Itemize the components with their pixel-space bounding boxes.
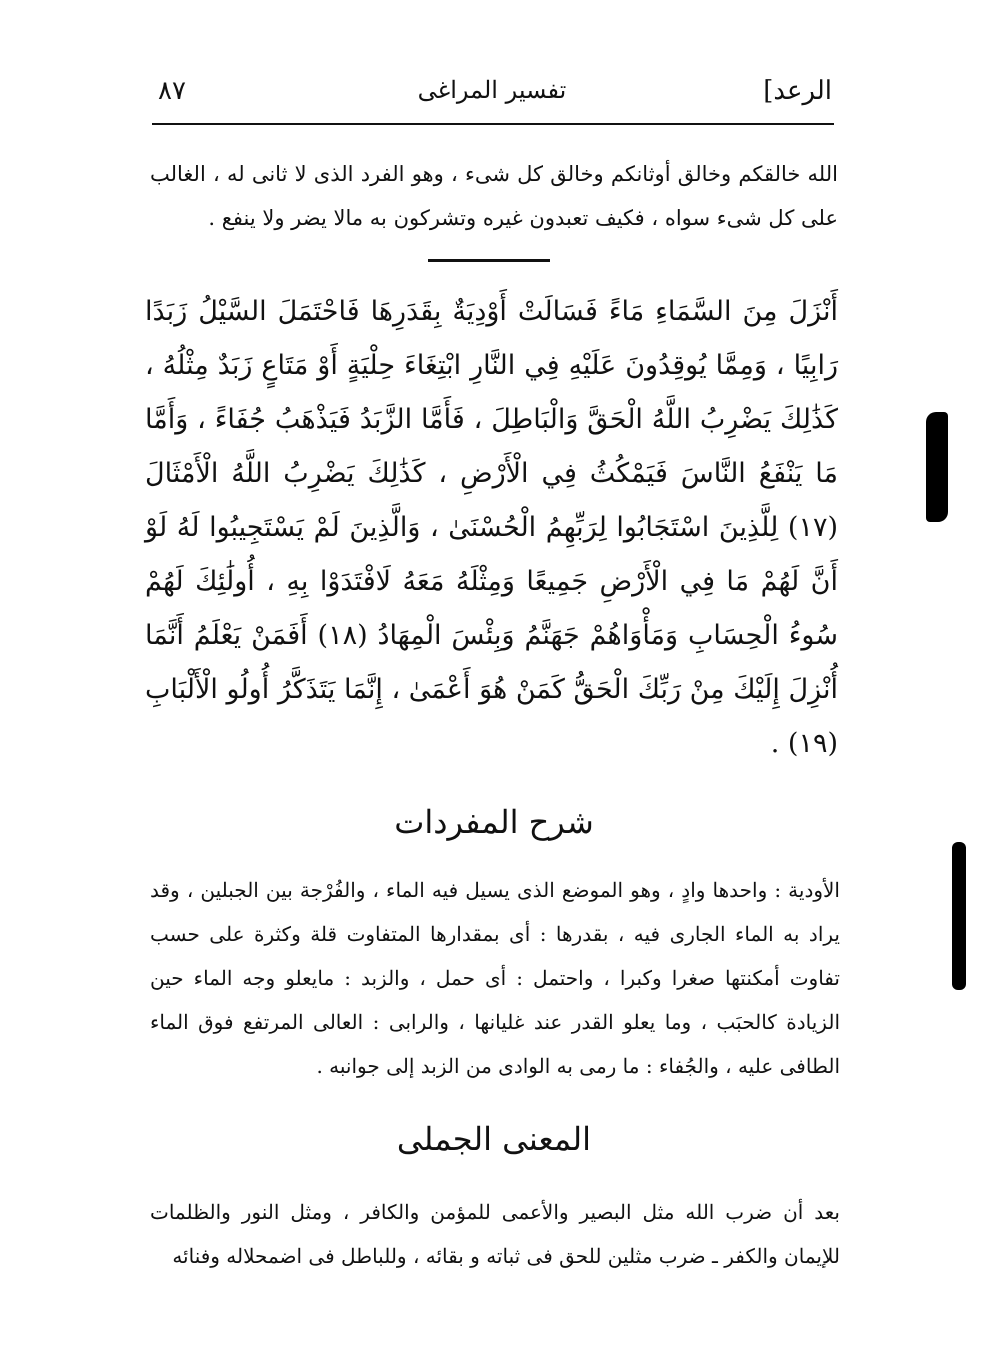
scan-edge-mark <box>952 842 966 990</box>
intro-paragraph: الله خالقكم وخالق أوثانكم وخالق كل شىء ، وهو الفرد الذى لا ثانى له ، الغالب على كل شىء سواه ، فكيف تعبدون غيره وتشركون به مالا يضر ولا ينفع . <box>150 162 838 230</box>
running-header <box>152 72 832 122</box>
section-divider <box>428 259 550 262</box>
chapter-name: الرعد] <box>763 76 832 106</box>
header-rule <box>152 123 834 125</box>
vocab-paragraph: الأودية : واحدها وادٍ ، وهو الموضع الذى يسيل فيه الماء ، والفُرْجة بين الجبلين ، وقد يراد به الماء الجارى فيه ، بقدرها : أى بمقدارها المتفاوت قلة وكثرة على حسب تفاوت أمكنتها صغرا وكبرا ، واحتمل : أى حمل ، والزبد : مايعلو وجه الماء حين الزيادة كالحبَب ، وما يعلو القدر عند غليانها ، والرابى : العالى المرتفع فوق الماء الطافى عليه ، والجُفاء : ما رمى به الوادى من الزبد إلى جوانبه . <box>150 878 840 1078</box>
meaning-paragraph: بعد أن ضرب الله مثل البصير والأعمى للمؤمن والكافر ، ومثل النور والظلمات للإيمان والكفر ـ ضرب مثلين للحق فى ثباته و بقائه ، وللباطل فى اضمحلاله وفنائه <box>150 1200 840 1268</box>
page-number: ٨٧ <box>158 76 186 106</box>
quran-verse-block: أَنْزَلَ مِنَ السَّمَاءِ مَاءً فَسَالَتْ أَوْدِيَةٌ بِقَدَرِهَا فَاحْتَمَلَ السَّيْلُ زَبَدًا رَابِيًا ، وَمِمَّا يُوقِدُونَ عَلَيْهِ فِي النَّارِ ابْتِغَاءَ حِلْيَةٍ أَوْ مَتَاعٍ زَبَدٌ مِثْلُهُ ، كَذَٰلِكَ يَضْرِبُ اللَّهُ الْحَقَّ وَالْبَاطِلَ ، فَأَمَّا الزَّبَدُ فَيَذْهَبُ جُفَاءً ، وَأَمَّا مَا يَنْفَعُ النَّاسَ فَيَمْكُثُ فِي الْأَرْضِ ، كَذَٰلِكَ يَضْرِبُ اللَّهُ الْأَمْثَالَ (١٧) لِلَّذِينَ اسْتَجَابُوا لِرَبِّهِمُ الْحُسْنَىٰ ، وَالَّذِينَ لَمْ يَسْتَجِيبُوا لَهُ لَوْ أَنَّ لَهُمْ مَا فِي الْأَرْضِ جَمِيعًا وَمِثْلَهُ مَعَهُ لَافْتَدَوْا بِهِ ، أُولَٰئِكَ لَهُمْ سُوءُ الْحِسَابِ وَمَأْوَاهُمْ جَهَنَّمُ وَبِئْسَ الْمِهَادُ (١٨) أَفَمَنْ يَعْلَمُ أَنَّمَا أُنْزِلَ إِلَيْكَ مِنْ رَبِّكَ الْحَقُّ كَمَنْ هُوَ أَعْمَىٰ ، إِنَّمَا يَتَذَكَّرُ أُولُو الْأَلْبَابِ (١٩) . <box>145 296 838 759</box>
vocab-heading: شرح المفردات <box>394 803 594 841</box>
meaning-heading: المعنى الجملى <box>396 1120 592 1158</box>
book-title: تفسير المراغى <box>417 76 567 104</box>
scan-edge-mark <box>926 412 948 522</box>
